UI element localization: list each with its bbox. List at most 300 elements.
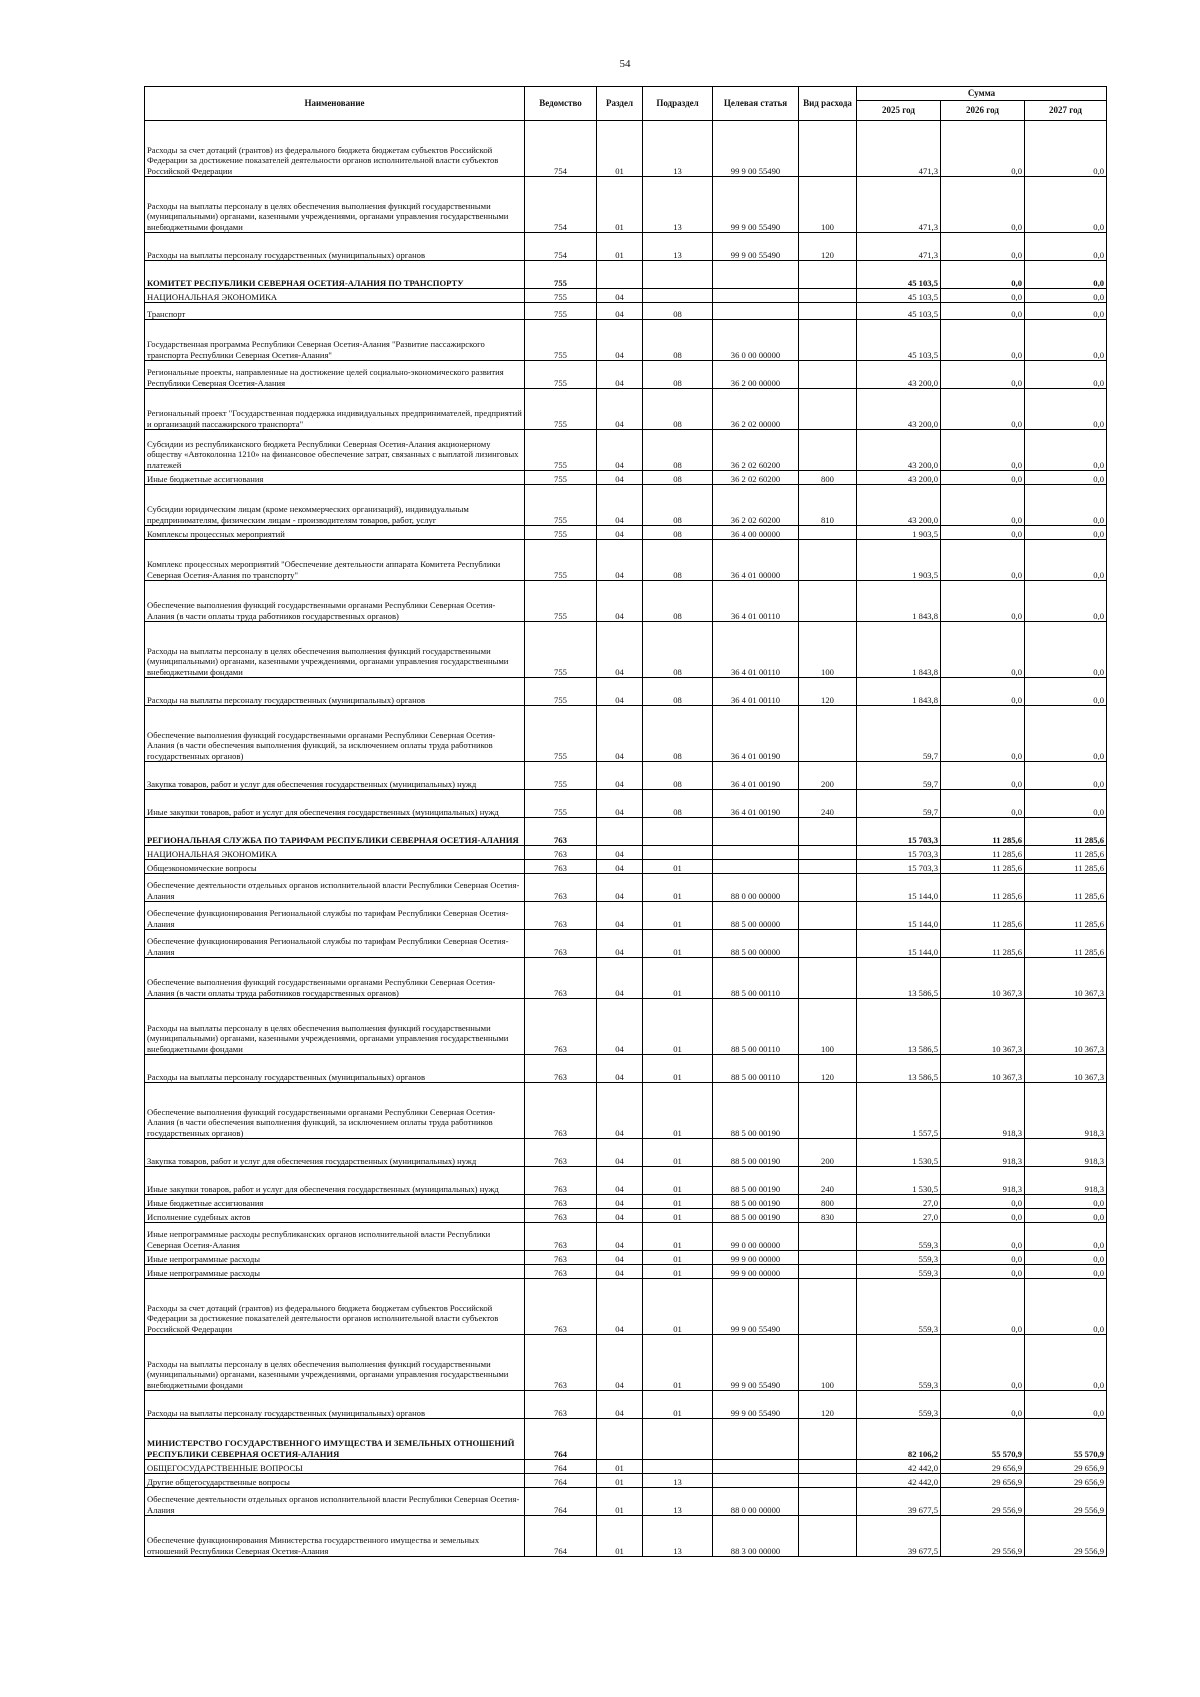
razdel-cell: 04 [597,1083,643,1139]
budget-table [144,86,1107,1557]
vid-cell [799,303,857,320]
sum-2027-cell: 10 367,3 [1025,958,1107,999]
sum-2026-cell: 0,0 [941,121,1025,177]
table-row [145,902,1107,930]
podrazdel-cell: 01 [643,1279,713,1335]
vid-cell [799,860,857,874]
razdel-cell [597,818,643,846]
sum-2027-cell: 10 367,3 [1025,999,1107,1055]
sum-2026-cell: 0,0 [941,622,1025,678]
vedomstvo-cell: 764 [525,1474,597,1488]
podrazdel-cell: 08 [643,581,713,622]
podrazdel-cell: 08 [643,762,713,790]
row-name-cell: Иные закупки товаров, работ и услуг для обеспечения государственных (муниципальных) нужд [145,790,525,818]
podrazdel-cell: 01 [643,1209,713,1223]
razdel-cell: 04 [597,930,643,958]
vid-cell [799,902,857,930]
podrazdel-cell [643,1460,713,1474]
vid-cell: 800 [799,471,857,485]
table-row [145,303,1107,320]
table-row [145,471,1107,485]
sum-2027-cell: 0,0 [1025,289,1107,303]
podrazdel-cell: 01 [643,1265,713,1279]
vedomstvo-cell: 763 [525,1279,597,1335]
target-cell: 99 0 00 00000 [713,1223,799,1251]
target-cell: 88 5 00 00190 [713,1209,799,1223]
podrazdel-cell: 08 [643,320,713,361]
table-row [145,581,1107,622]
table-row [145,289,1107,303]
podrazdel-cell: 13 [643,1488,713,1516]
sum-2027-cell: 0,0 [1025,1195,1107,1209]
row-name-cell: Обеспечение функционирования Министерства государственного имущества и земельных отношений Республики Северная Осетия-Алания [145,1516,525,1557]
sum-2026-cell: 0,0 [941,320,1025,361]
razdel-cell: 01 [597,233,643,261]
vedomstvo-cell: 764 [525,1460,597,1474]
razdel-cell: 01 [597,1474,643,1488]
vid-cell [799,1488,857,1516]
vid-cell: 120 [799,1391,857,1419]
target-cell: 36 4 01 00000 [713,540,799,581]
row-name-cell: Обеспечение выполнения функций государственными органами Республики Северная Осетия-Алания (в части оплаты труда работников государственных органов) [145,581,525,622]
sum-2025-cell: 59,7 [857,790,941,818]
header-name: Наименование [145,87,525,121]
vid-cell: 100 [799,622,857,678]
sum-2025-cell: 559,3 [857,1251,941,1265]
sum-2027-cell: 0,0 [1025,471,1107,485]
sum-2026-cell: 0,0 [941,233,1025,261]
sum-2025-cell: 42 442,0 [857,1460,941,1474]
vid-cell [799,540,857,581]
header-2026: 2026 год [941,101,1025,121]
sum-2026-cell: 918,3 [941,1083,1025,1139]
vid-cell [799,1265,857,1279]
sum-2026-cell: 0,0 [941,485,1025,526]
podrazdel-cell: 01 [643,930,713,958]
vid-cell [799,261,857,289]
sum-2026-cell: 10 367,3 [941,958,1025,999]
vedomstvo-cell: 763 [525,930,597,958]
row-name-cell: Расходы на выплаты персоналу государственных (муниципальных) органов [145,233,525,261]
vedomstvo-cell: 763 [525,1139,597,1167]
target-cell: 99 9 00 00000 [713,1265,799,1279]
row-name-cell: Расходы на выплаты персоналу в целях обеспечения выполнения функций государственными (муниципальными) органами, казенными учреждениями, органами управления государственными внебюджетными фондами [145,999,525,1055]
sum-2025-cell: 13 586,5 [857,1055,941,1083]
sum-2025-cell: 27,0 [857,1195,941,1209]
table-row [145,622,1107,678]
sum-2026-cell: 11 285,6 [941,818,1025,846]
sum-2026-cell: 11 285,6 [941,874,1025,902]
podrazdel-cell [643,818,713,846]
target-cell [713,1419,799,1460]
sum-2025-cell: 45 103,5 [857,320,941,361]
vid-cell [799,706,857,762]
razdel-cell: 04 [597,1139,643,1167]
table-row [145,958,1107,999]
razdel-cell: 04 [597,1279,643,1335]
vid-cell [799,1223,857,1251]
sum-2025-cell: 471,3 [857,177,941,233]
razdel-cell: 04 [597,762,643,790]
podrazdel-cell: 08 [643,430,713,471]
vedomstvo-cell: 755 [525,540,597,581]
table-row [145,706,1107,762]
table-row [145,1516,1107,1557]
target-cell: 88 5 00 00110 [713,958,799,999]
sum-2027-cell: 29 656,9 [1025,1460,1107,1474]
razdel-cell [597,1419,643,1460]
sum-2027-cell: 0,0 [1025,1391,1107,1419]
sum-2026-cell: 0,0 [941,678,1025,706]
sum-2025-cell: 471,3 [857,233,941,261]
razdel-cell: 04 [597,1195,643,1209]
razdel-cell: 04 [597,1391,643,1419]
target-cell: 88 5 00 00190 [713,1139,799,1167]
sum-2027-cell: 918,3 [1025,1083,1107,1139]
razdel-cell: 04 [597,1335,643,1391]
sum-2027-cell: 0,0 [1025,233,1107,261]
sum-2025-cell: 1 843,8 [857,678,941,706]
vid-cell: 120 [799,1055,857,1083]
vid-cell: 200 [799,1139,857,1167]
sum-2025-cell: 13 586,5 [857,958,941,999]
sum-2026-cell: 29 556,9 [941,1488,1025,1516]
sum-2025-cell: 559,3 [857,1279,941,1335]
table-row [145,818,1107,846]
vedomstvo-cell: 763 [525,1195,597,1209]
vedomstvo-cell: 763 [525,846,597,860]
sum-2027-cell: 0,0 [1025,121,1107,177]
row-name-cell: Иные непрограммные расходы [145,1265,525,1279]
vedomstvo-cell: 755 [525,622,597,678]
podrazdel-cell: 08 [643,526,713,540]
target-cell: 88 5 00 00110 [713,999,799,1055]
sum-2026-cell: 0,0 [941,706,1025,762]
vedomstvo-cell: 755 [525,389,597,430]
vedomstvo-cell: 755 [525,485,597,526]
target-cell: 88 5 00 00000 [713,902,799,930]
table-row [145,874,1107,902]
razdel-cell: 04 [597,846,643,860]
row-name-cell: НАЦИОНАЛЬНАЯ ЭКОНОМИКА [145,289,525,303]
table-row [145,1265,1107,1279]
sum-2025-cell: 39 677,5 [857,1516,941,1557]
table-row [145,540,1107,581]
target-cell: 88 3 00 00000 [713,1516,799,1557]
target-cell: 99 9 00 55490 [713,121,799,177]
target-cell: 36 4 01 00190 [713,790,799,818]
row-name-cell: Расходы на выплаты персоналу в целях обеспечения выполнения функций государственными (муниципальными) органами, казенными учреждениями, органами управления государственными внебюджетными фондами [145,177,525,233]
table-row [145,1279,1107,1335]
table-row [145,790,1107,818]
table-row [145,1391,1107,1419]
target-cell: 36 2 00 00000 [713,361,799,389]
sum-2026-cell: 0,0 [941,1223,1025,1251]
podrazdel-cell: 01 [643,958,713,999]
vedomstvo-cell: 755 [525,261,597,289]
sum-2027-cell: 0,0 [1025,303,1107,320]
sum-2027-cell: 0,0 [1025,790,1107,818]
sum-2026-cell: 0,0 [941,261,1025,289]
vedomstvo-cell: 755 [525,289,597,303]
podrazdel-cell: 01 [643,1083,713,1139]
podrazdel-cell: 01 [643,1167,713,1195]
vid-cell [799,1516,857,1557]
table-row [145,526,1107,540]
sum-2026-cell: 0,0 [941,1279,1025,1335]
vedomstvo-cell: 763 [525,860,597,874]
sum-2027-cell: 0,0 [1025,1265,1107,1279]
sum-2027-cell: 0,0 [1025,1209,1107,1223]
razdel-cell: 04 [597,999,643,1055]
sum-2027-cell: 11 285,6 [1025,902,1107,930]
vedomstvo-cell: 763 [525,1209,597,1223]
table-row [145,1488,1107,1516]
target-cell: 88 5 00 00190 [713,1083,799,1139]
table-body [145,121,1107,1557]
sum-2027-cell: 11 285,6 [1025,860,1107,874]
sum-2026-cell: 29 556,9 [941,1516,1025,1557]
razdel-cell: 04 [597,389,643,430]
vedomstvo-cell: 763 [525,1083,597,1139]
razdel-cell: 04 [597,1209,643,1223]
row-name-cell: Расходы на выплаты персоналу государственных (муниципальных) органов [145,1391,525,1419]
vedomstvo-cell: 763 [525,1335,597,1391]
target-cell [713,818,799,846]
sum-2026-cell: 0,0 [941,1335,1025,1391]
target-cell: 36 4 01 00190 [713,762,799,790]
target-cell [713,1460,799,1474]
row-name-cell: Исполнение судебных актов [145,1209,525,1223]
razdel-cell: 04 [597,1223,643,1251]
vedomstvo-cell: 763 [525,1251,597,1265]
sum-2025-cell: 15 144,0 [857,930,941,958]
table-row [145,762,1107,790]
podrazdel-cell: 08 [643,540,713,581]
sum-2027-cell: 918,3 [1025,1139,1107,1167]
table-row [145,1195,1107,1209]
row-name-cell: Субсидии из республиканского бюджета Республики Северная Осетия-Алания акционерному обществу «Автоколонна 1210» на финансовое обеспечение затрат, связанных с выплатой лизинговых платежей [145,430,525,471]
vedomstvo-cell: 763 [525,999,597,1055]
sum-2026-cell: 0,0 [941,303,1025,320]
table-row [145,1251,1107,1265]
vid-cell: 200 [799,762,857,790]
sum-2025-cell: 1 903,5 [857,526,941,540]
sum-2025-cell: 45 103,5 [857,303,941,320]
sum-2026-cell: 0,0 [941,289,1025,303]
table-row [145,1083,1107,1139]
sum-2027-cell: 0,0 [1025,320,1107,361]
razdel-cell: 01 [597,177,643,233]
razdel-cell: 04 [597,1055,643,1083]
table-row [145,1474,1107,1488]
vedomstvo-cell: 763 [525,958,597,999]
target-cell [713,846,799,860]
vid-cell [799,1251,857,1265]
vedomstvo-cell: 763 [525,1265,597,1279]
sum-2026-cell: 29 656,9 [941,1474,1025,1488]
sum-2025-cell: 13 586,5 [857,999,941,1055]
sum-2025-cell: 15 144,0 [857,874,941,902]
sum-2027-cell: 0,0 [1025,581,1107,622]
vid-cell: 810 [799,485,857,526]
podrazdel-cell: 08 [643,622,713,678]
target-cell: 36 2 02 60200 [713,485,799,526]
vedomstvo-cell: 764 [525,1419,597,1460]
podrazdel-cell [643,289,713,303]
sum-2026-cell: 11 285,6 [941,902,1025,930]
podrazdel-cell: 01 [643,1223,713,1251]
row-name-cell: Комплексы процессных мероприятий [145,526,525,540]
row-name-cell: Расходы на выплаты персоналу в целях обеспечения выполнения функций государственными (муниципальными) органами, казенными учреждениями, органами управления государственными внебюджетными фондами [145,1335,525,1391]
podrazdel-cell: 13 [643,121,713,177]
sum-2027-cell: 0,0 [1025,485,1107,526]
target-cell [713,1474,799,1488]
table-row [145,1335,1107,1391]
row-name-cell: Региональный проект "Государственная поддержка индивидуальных предпринимателей, предприятий и организаций пассажирского транспорта" [145,389,525,430]
sum-2025-cell: 559,3 [857,1391,941,1419]
vedomstvo-cell: 755 [525,303,597,320]
target-cell: 36 4 01 00110 [713,678,799,706]
sum-2026-cell: 0,0 [941,526,1025,540]
vedomstvo-cell: 755 [525,678,597,706]
sum-2025-cell: 1 843,8 [857,622,941,678]
row-name-cell: Расходы за счет дотаций (грантов) из федерального бюджета бюджетам субъектов Российской Федерации за достижение показателей деятельности органов исполнительной власти субъектов Российской Федерации [145,121,525,177]
table-row [145,999,1107,1055]
sum-2025-cell: 43 200,0 [857,430,941,471]
table-row [145,361,1107,389]
sum-2026-cell: 11 285,6 [941,846,1025,860]
razdel-cell [597,261,643,289]
target-cell: 88 5 00 00110 [713,1055,799,1083]
row-name-cell: Региональные проекты, направленные на достижение целей социально-экономического развития Республики Северная Осетия-Алания [145,361,525,389]
podrazdel-cell: 13 [643,233,713,261]
sum-2027-cell: 29 556,9 [1025,1488,1107,1516]
vedomstvo-cell: 763 [525,902,597,930]
sum-2027-cell: 11 285,6 [1025,930,1107,958]
table-row [145,930,1107,958]
sum-2025-cell: 1 530,5 [857,1167,941,1195]
sum-2025-cell: 39 677,5 [857,1488,941,1516]
sum-2025-cell: 15 703,3 [857,818,941,846]
vid-cell [799,930,857,958]
podrazdel-cell: 01 [643,874,713,902]
vedomstvo-cell: 763 [525,1223,597,1251]
vedomstvo-cell: 763 [525,1055,597,1083]
sum-2025-cell: 43 200,0 [857,485,941,526]
podrazdel-cell: 01 [643,1055,713,1083]
sum-2027-cell: 10 367,3 [1025,1055,1107,1083]
sum-2027-cell: 0,0 [1025,261,1107,289]
podrazdel-cell: 01 [643,999,713,1055]
razdel-cell: 04 [597,678,643,706]
vid-cell [799,874,857,902]
table-row [145,233,1107,261]
vedomstvo-cell: 763 [525,1391,597,1419]
sum-2027-cell: 0,0 [1025,430,1107,471]
vid-cell [799,289,857,303]
podrazdel-cell: 13 [643,1474,713,1488]
row-name-cell: НАЦИОНАЛЬНАЯ ЭКОНОМИКА [145,846,525,860]
table-row [145,678,1107,706]
target-cell [713,303,799,320]
podrazdel-cell: 08 [643,471,713,485]
razdel-cell: 04 [597,902,643,930]
sum-2027-cell: 0,0 [1025,177,1107,233]
razdel-cell: 04 [597,540,643,581]
row-name-cell: Расходы на выплаты персоналу государственных (муниципальных) органов [145,1055,525,1083]
podrazdel-cell: 01 [643,1335,713,1391]
vid-cell [799,1083,857,1139]
target-cell: 36 4 01 00190 [713,706,799,762]
vedomstvo-cell: 755 [525,762,597,790]
target-cell: 36 4 00 00000 [713,526,799,540]
vedomstvo-cell: 763 [525,874,597,902]
sum-2027-cell: 11 285,6 [1025,874,1107,902]
row-name-cell: Обеспечение деятельности отдельных органов исполнительной власти Республики Северная Осетия-Алания [145,1488,525,1516]
sum-2027-cell: 11 285,6 [1025,846,1107,860]
vedomstvo-cell: 764 [525,1516,597,1557]
table-row [145,1139,1107,1167]
sum-2026-cell: 10 367,3 [941,999,1025,1055]
razdel-cell: 01 [597,1460,643,1474]
razdel-cell: 04 [597,320,643,361]
table-row [145,860,1107,874]
table-row [145,1460,1107,1474]
sum-2025-cell: 15 144,0 [857,902,941,930]
sum-2027-cell: 0,0 [1025,678,1107,706]
podrazdel-cell: 01 [643,860,713,874]
table-row [145,320,1107,361]
header-target: Целевая статья [713,87,799,121]
podrazdel-cell [643,261,713,289]
sum-2025-cell: 45 103,5 [857,261,941,289]
vid-cell [799,818,857,846]
vid-cell: 100 [799,999,857,1055]
vid-cell [799,361,857,389]
podrazdel-cell [643,1419,713,1460]
razdel-cell: 04 [597,485,643,526]
row-name-cell: РЕГИОНАЛЬНАЯ СЛУЖБА ПО ТАРИФАМ РЕСПУБЛИКИ СЕВЕРНАЯ ОСЕТИЯ-АЛАНИЯ [145,818,525,846]
sum-2025-cell: 27,0 [857,1209,941,1223]
target-cell: 88 0 00 00000 [713,1488,799,1516]
sum-2026-cell: 11 285,6 [941,860,1025,874]
vid-cell: 100 [799,1335,857,1391]
podrazdel-cell: 01 [643,1195,713,1209]
target-cell: 36 4 01 00110 [713,622,799,678]
target-cell: 88 5 00 00000 [713,930,799,958]
row-name-cell: Иные бюджетные ассигнования [145,1195,525,1209]
razdel-cell: 01 [597,1488,643,1516]
sum-2026-cell: 0,0 [941,361,1025,389]
razdel-cell: 01 [597,1516,643,1557]
table-row [145,1055,1107,1083]
target-cell: 99 9 00 55490 [713,233,799,261]
vid-cell: 120 [799,233,857,261]
podrazdel-cell: 08 [643,790,713,818]
row-name-cell: Другие общегосударственные вопросы [145,1474,525,1488]
table-row [145,485,1107,526]
sum-2026-cell: 0,0 [941,540,1025,581]
row-name-cell: Обеспечение выполнения функций государственными органами Республики Северная Осетия-Алания (в части обеспечения выполнения функций, за исключением оплаты труда работников государственных органов) [145,706,525,762]
sum-2025-cell: 559,3 [857,1223,941,1251]
vedomstvo-cell: 754 [525,177,597,233]
vid-cell [799,1460,857,1474]
target-cell: 88 0 00 00000 [713,874,799,902]
sum-2025-cell: 471,3 [857,121,941,177]
razdel-cell: 04 [597,1167,643,1195]
row-name-cell: МИНИСТЕРСТВО ГОСУДАРСТВЕННОГО ИМУЩЕСТВА И ЗЕМЕЛЬНЫХ ОТНОШЕНИЙ РЕСПУБЛИКИ СЕВЕРНАЯ ОСЕТИЯ-АЛАНИЯ [145,1419,525,1460]
